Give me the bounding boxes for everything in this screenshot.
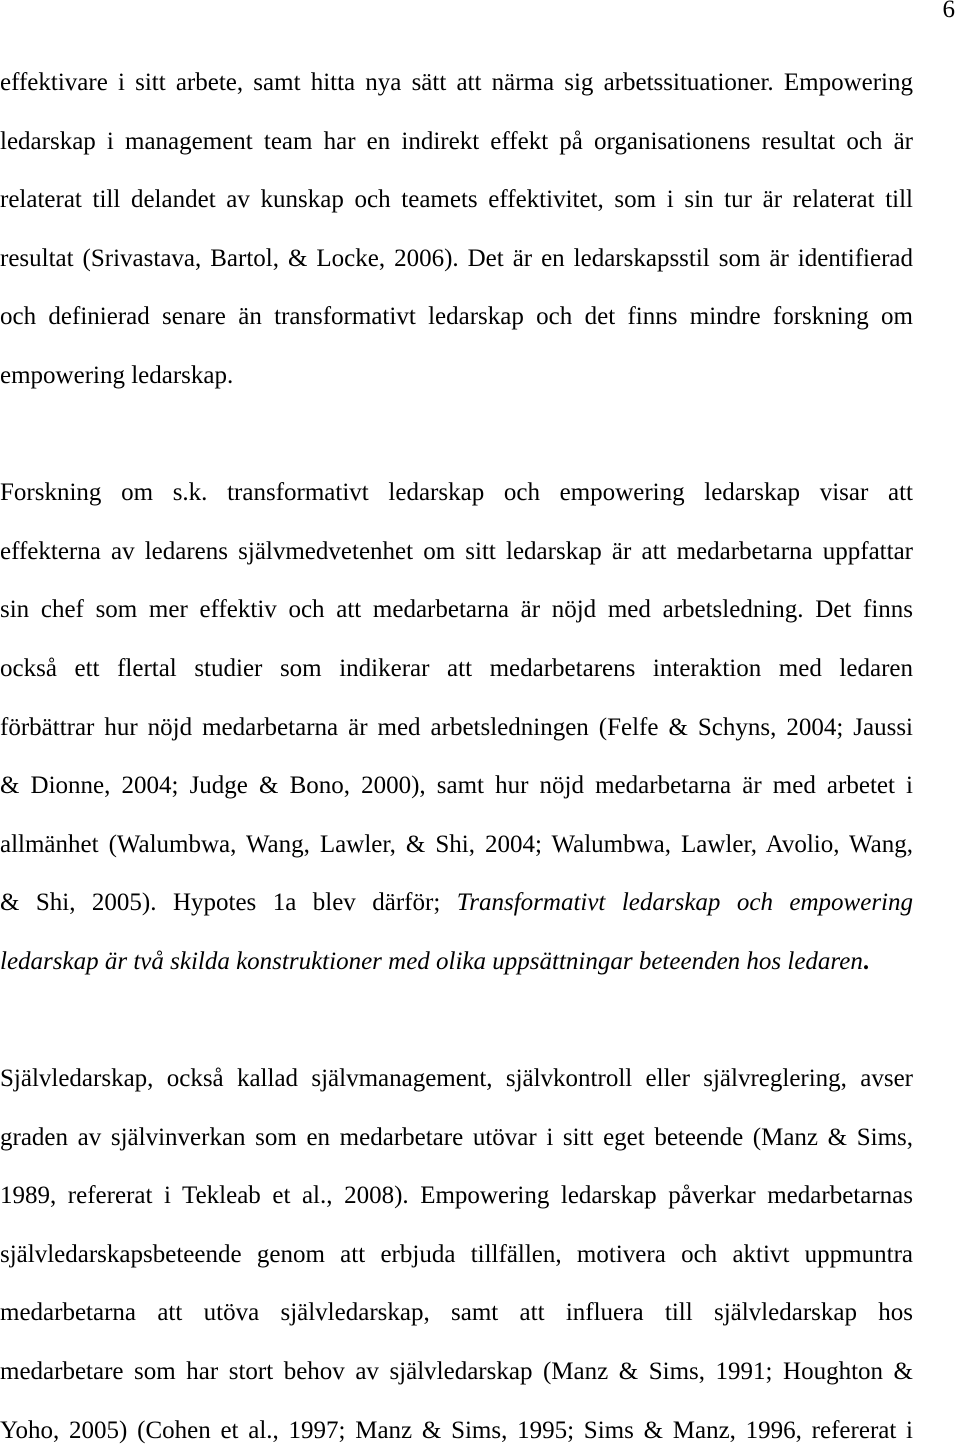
text-line: och definierad senare än transformativt ledarskap och det finns mindre forskning om bbox=[0, 303, 913, 331]
body-text bbox=[0, 69, 913, 1445]
text-line: effektivare i sitt arbete, samt hitta nya sätt att närma sig arbetssituationer. Empowering bbox=[0, 69, 913, 96]
text-line: Självledarskap, också kallad självmanagement, självkontroll eller självreglering, avser bbox=[0, 1065, 913, 1093]
text-line: 1989, refererat i Tekleab et al., 2008). Empowering ledarskap påverkar medarbetarnas bbox=[0, 1182, 913, 1210]
text-line: sin chef som mer effektiv och att medarbetarna är nöjd med arbetsledning. Det finns bbox=[0, 596, 913, 624]
page-number: 6 bbox=[942, 0, 955, 23]
text-line: medarbetare som har stort behov av självledarskap (Manz & Sims, 1991; Houghton & bbox=[0, 1358, 913, 1386]
text-line: Yoho, 2005) (Cohen et al., 1997; Manz & Sims, 1995; Sims & Manz, 1996, refererat i bbox=[0, 1416, 913, 1444]
text-line: effekterna av ledarens självmedvetenhet om sitt ledarskap är att medarbetarna uppfattar bbox=[0, 537, 913, 565]
text-line: ledarskap i management team har en indirekt effekt på organisationens resultat och är bbox=[0, 127, 913, 155]
text-line: allmänhet (Walumbwa, Wang, Lawler, & Shi, 2004; Walumbwa, Lawler, Avolio, Wang, bbox=[0, 830, 913, 858]
text-line: empowering ledarskap. bbox=[0, 361, 234, 389]
hypothesis-text: Transformativt ledarskap och empowering bbox=[456, 889, 914, 917]
text-line: & Dionne, 2004; Judge & Bono, 2000), samt hur nöjd medarbetarna är med arbetet i bbox=[0, 772, 913, 800]
paragraph-empowering-effects bbox=[0, 69, 913, 390]
text-line-hypothesis-end bbox=[0, 948, 913, 976]
text-line: också ett flertal studier som indikerar att medarbetarens interaktion med ledaren bbox=[0, 654, 913, 682]
text-line: graden av självinverkan som en medarbetare utövar i sitt eget beteende (Manz & Sims, bbox=[0, 1123, 913, 1151]
paragraph-research-hypothesis bbox=[0, 479, 913, 976]
text-line: Forskning om s.k. transformativt ledarskap och empowering ledarskap visar att bbox=[0, 479, 913, 507]
hypothesis-lead: & Shi, 2005). Hypotes 1a blev därför; bbox=[0, 889, 441, 917]
text-line: medarbetarna att utöva självledarskap, samt att influera till självledarskap hos bbox=[0, 1299, 913, 1327]
hypothesis-period: . bbox=[862, 947, 870, 975]
text-line: relaterat till delandet av kunskap och teamets effektivitet, som i sin tur är relaterat till bbox=[0, 186, 913, 214]
hypothesis-text: ledarskap är två skilda konstruktioner med olika uppsättningar beteenden hos ledaren bbox=[0, 947, 863, 975]
text-line: förbättrar hur nöjd medarbetarna är med arbetsledningen (Felfe & Schyns, 2004; Jaussi bbox=[0, 713, 913, 741]
text-line: resultat (Srivastava, Bartol, & Locke, 2006). Det är en ledarskapsstil som är identifierad bbox=[0, 244, 913, 272]
text-line-hypothesis-start bbox=[0, 889, 913, 917]
text-line: självledarskapsbeteende genom att erbjuda tillfällen, motivera och aktivt uppmuntra bbox=[0, 1240, 913, 1268]
paragraph-self-leadership bbox=[0, 1065, 913, 1445]
